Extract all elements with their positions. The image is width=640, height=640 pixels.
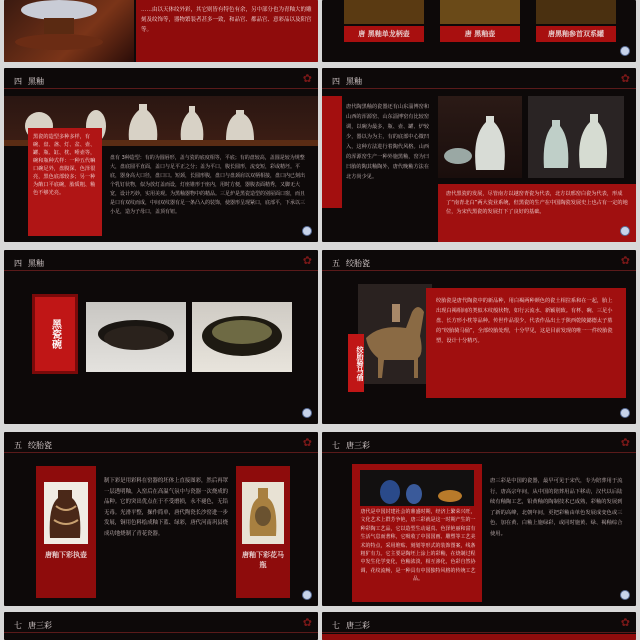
caption-3: 唐黑釉参首双系罐 xyxy=(536,26,616,42)
logo-icon xyxy=(620,408,630,418)
logo-icon xyxy=(620,226,630,236)
plum-blossom-icon: ✿ xyxy=(620,254,630,267)
marbled-horse-photo xyxy=(358,284,432,384)
section-title: 绞胎瓷 xyxy=(28,440,52,450)
caption-2: 唐 黑釉壶 xyxy=(440,26,520,42)
vase-photo xyxy=(438,96,522,178)
black-bowl-photo-2 xyxy=(192,302,292,372)
black-bowl-photo-1 xyxy=(86,302,186,372)
ewer-photo xyxy=(44,482,88,544)
ewer-photo xyxy=(528,96,624,178)
section-number: 四 xyxy=(332,76,340,86)
vase-photo-3 xyxy=(536,0,616,24)
divider xyxy=(4,270,318,271)
divider xyxy=(322,88,636,89)
logo-icon xyxy=(302,408,312,418)
divider xyxy=(4,632,318,633)
vase-photo-1 xyxy=(344,0,424,24)
vase-photo-2 xyxy=(440,0,520,24)
plum-blossom-icon: ✿ xyxy=(302,72,312,85)
slide-1[interactable] xyxy=(4,0,318,62)
divider xyxy=(4,88,318,89)
section-title: 黑釉 xyxy=(346,76,362,86)
description-text: 唐代陶黑釉的瓷器还有山东淄博窑和山西的浑源窑、山东淄博窑有比较窑调，以碗为最多，瓶、壶、罐、炉较少，器以为为主，有的底部中心微凹入，这种方法进行着陶代风格。山西的浑源窑生产一种外施黑釉，窑为曰曰胎的陶其釉陶外，唐代晚釉方法在北方尚少见。 xyxy=(346,104,430,180)
section-number: 七 xyxy=(14,620,22,630)
slide-3[interactable] xyxy=(4,68,318,242)
slide-7[interactable] xyxy=(4,432,318,606)
caption-1: 唐 黑釉单龙柄壶 xyxy=(344,26,424,42)
plum-blossom-icon: ✿ xyxy=(620,616,630,629)
slide-4[interactable] xyxy=(322,68,636,242)
red-accent-bar xyxy=(322,96,342,208)
slide-6[interactable] xyxy=(322,250,636,424)
slide-8[interactable] xyxy=(322,432,636,606)
plum-blossom-icon: ✿ xyxy=(302,436,312,449)
summary-box: 唐代黑瓷的发展，尽管南方以越窑青瓷为代表，北方以邢窑白瓷为代表，形成了“南青北白”两大瓷业系统，但黑瓷的生产在中国陶瓷发展史上也占有一定的地位，为宋代黑瓷的发展打下了良好的基础。 xyxy=(438,184,636,242)
description-text: 盘有 3种造型：有的为圆唇形，盖与瓷的底度相等，平底；有的盘较高，盖圆是较为规整大，盘底圆平直面，盖口与足平正之分；盖为平口，腹长圆形，流变短，彩或精坯。平底，器身高大口径，盘口口。短颈，长圆形腹，盘口与盘颈肩以双柄相接，盘口内已刻出个乳钉状物，似为放灯盖而设，灯座锥形于座内，用时方便，器腹表面精秀，又脚无大宽，设计巧妙，实用美观。为黑釉器物中的精品。三足炉是黑瓷造型的别屋面口窗，而且是口有双纹而成，中间双纹器有足一条凸入的装饰，使器形呈现紧口，底部平，下承以三小足，造为子母口，盖顶有钮。 xyxy=(110,155,306,215)
black-bowl-label: 黑瓷碗 xyxy=(32,294,78,374)
section-title: 黑釉 xyxy=(28,258,44,268)
sancai-description: 唐三彩是中国的瓷器，最早可见于宋代，专为陪葬用于流行，唐高宗年间，从中国的陪葬用品下移动，汉代以后陆续有釉陶工艺，铅黄釉的陶制技术已成熟，彩釉的发展到了新的高峰，北朝年间，更把彩釉由单色发展成变色或三色，加在黄、白釉上施绿彩，或同时施黄、绿、褐釉综合使用。 xyxy=(490,478,623,537)
slide-2[interactable] xyxy=(322,0,636,62)
plum-blossom-icon: ✿ xyxy=(620,436,630,449)
divider xyxy=(4,452,318,453)
plum-blossom-icon: ✿ xyxy=(302,616,312,629)
slide-9[interactable] xyxy=(4,612,318,640)
sancai-photo xyxy=(360,470,474,506)
slide-10[interactable] xyxy=(322,612,636,640)
section-title: 绞胎瓷 xyxy=(346,258,370,268)
slide-5[interactable] xyxy=(4,250,318,424)
horse-figurine-label: 绞胎骑马俑 xyxy=(348,334,364,392)
section-title: 唐三彩 xyxy=(28,620,52,630)
section-number: 五 xyxy=(14,440,22,450)
section-title: 黑釉 xyxy=(28,76,44,86)
plum-blossom-icon: ✿ xyxy=(620,72,630,85)
logo-icon xyxy=(302,590,312,600)
description-box: 绞胎瓷是唐代陶瓷中的新品种，用白褐两种颜色的瓷土相拉系和在一起，胎上出现白褐相间的类似木纹般状物，如行云流水、新颖别致。有杯、碗、三足小盘、长方形小枕等品种。传世作品很少，代表作品出土于陕西乾陵懿德太子墓的“绞胎骑马俑”，全部绞胎处理，十分罕见，这是目前发现的唯一一件绞胎瓷塑，设计十分精巧。 xyxy=(426,288,626,398)
section-number: 四 xyxy=(14,76,22,86)
sancai-history-box: 唐代是中国封建社会的鼎盛时期，经济上繁荣兴旺，文化艺术上群芳争艳，唐三彩就是这一时期产生的一种彩陶工艺品，它以造型生动逼真、色泽艳丽和富有生活气息而著称，它吸收了中国国画、雕塑等工艺美术的特点，采用堆贴、刻划等形式的装饰图案，线条粗犷有力。它主要是陶坯上涂上的彩釉，在烧制过程中发生化学变化，色釉浓淡，相互渗化，色彩自然协调，花纹流畅，是一种具有中国独特风格的传统工艺品。 xyxy=(360,509,476,583)
logo-icon xyxy=(620,46,630,56)
section-number: 七 xyxy=(332,440,340,450)
caption-ewer: 唐釉下彩执壶 xyxy=(45,551,87,559)
divider xyxy=(322,270,636,271)
section-title: 唐三彩 xyxy=(346,440,370,450)
caption-flask: 唐釉下彩花马瓶 xyxy=(242,551,284,569)
section-title: 唐三彩 xyxy=(346,620,370,630)
section-number: 五 xyxy=(332,258,340,268)
flask-photo xyxy=(242,482,284,544)
logo-icon xyxy=(620,590,630,600)
plum-blossom-icon: ✿ xyxy=(302,254,312,267)
section-number: 七 xyxy=(332,620,340,630)
section-number: 四 xyxy=(14,258,22,268)
divider xyxy=(322,632,636,633)
red-accent-bar xyxy=(322,634,636,640)
porcelain-photo xyxy=(4,0,134,62)
description-text: 制下彩是用彩料在窑器的坯体上直接图彩，然后再罩一层透明釉，入窑后在高温气氛中与瓷器一次烧成的品种。它的突出优点在于不受磨损，永不褪色，无铅无毒。光滑平整，操作简单，唐代陶瓷长沙窑进一步发展，铜用色料绘成釉下蓝、绿彩，唐代河南巩县烧成功地烧制了青花瓷器。 xyxy=(104,478,228,537)
intro-text: ……由以天体纹外彩，其它则皆有特色有余，另中部分也为青釉大的雕刻及纹饰等，器物繁装者甚多一致，和品官、都品官、意彩品以及阳宫等。 xyxy=(136,0,318,62)
bowl-on-stand-icon xyxy=(4,0,134,62)
divider xyxy=(322,452,636,453)
logo-icon xyxy=(302,226,312,236)
black-porcelain-shapes-box: 黑瓷的造型多种多样，有碗、盘、盏、灯、盆、壶、罐、瓶、缸、枕、唾壶等，碗和瓶种式样：一种五代嘛口碗足外，盘腹深、色泽很亮，黑色底部较多；另一种为敞口平底碗，胎质粗、釉色不够光亮。 xyxy=(28,128,102,236)
